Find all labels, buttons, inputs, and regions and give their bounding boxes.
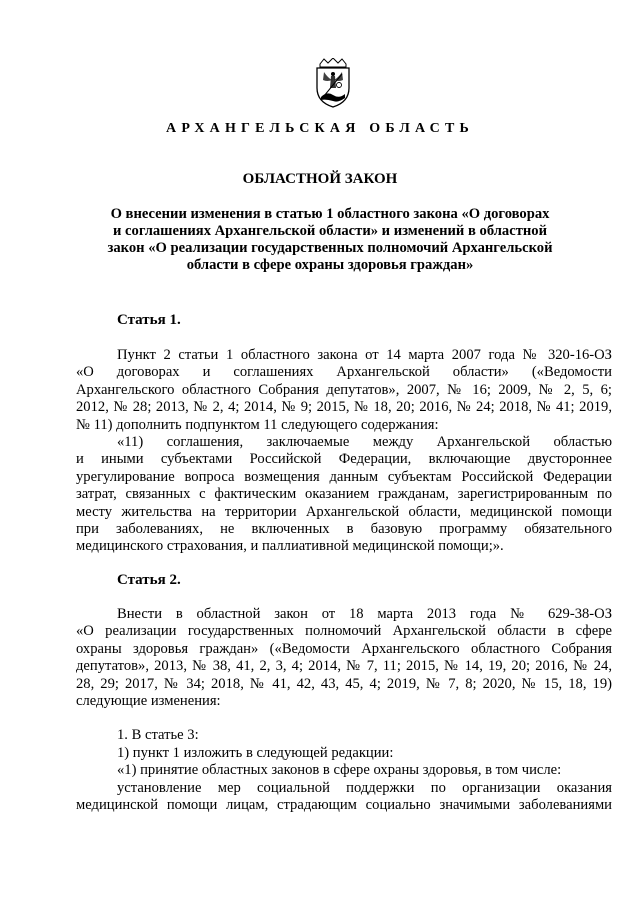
text-line: установление мер социальной поддержки по организации оказания <box>117 780 612 796</box>
document-type: ОБЛАСТНОЙ ЗАКОН <box>242 171 398 187</box>
text-line: и иными субъектами Российской Федерации, включающие двустороннее <box>76 451 612 468</box>
article-1-paragraph-1 <box>76 347 612 434</box>
text-line: затрат, связанных с фактическим оказанием гражданам, зарегистрированным по <box>76 486 612 503</box>
article-2-paragraph-1 <box>76 606 612 710</box>
heading-line: и соглашениях Архангельской области» и изменений в областной <box>112 223 547 239</box>
arkhangelsk-coat-of-arms-icon <box>310 58 356 108</box>
text-line: 28, 29; 2017, № 34; 2018, № 41, 42, 43, 45, 4; 2019, № 7, 8; 2020, № 15, 18, 19) <box>76 675 612 692</box>
text-line: урегулирование вопроса возмещения данным субъектам Российской Федерации <box>76 468 612 485</box>
text-line: месту жительства на территории Архангельской области, медицинской помощи <box>76 503 612 520</box>
text-line: № 11) дополнить подпунктом 11 следующего содержания: <box>76 416 439 433</box>
article-2-title: Статья 2. <box>117 572 181 588</box>
document-heading <box>95 206 565 274</box>
text-line: депутатов», 2013, № 38, 41, 2, 3, 4; 2014, № 7, 11; 2015, № 14, 19, 20; 2016, № 24, <box>76 658 612 675</box>
heading-line: О внесении изменения в статью 1 областного закона «О договорах <box>110 206 550 222</box>
article-1-paragraph-2 <box>76 434 612 556</box>
text-line: медицинской помощи лицам, страдающим социально значимыми заболеваниями <box>76 797 612 814</box>
text-line: «О реализации государственных полномочий Архангельской области в сфере <box>76 623 612 640</box>
heading-line: закон «О реализации государственных полномочий Архангельской <box>107 240 553 256</box>
text-line: «11) соглашения, заключаемые между Архангельской областью <box>117 434 612 450</box>
article-1-title: Статья 1. <box>117 312 181 328</box>
article-2-item-1-sub: 1) пункт 1 изложить в следующей редакции: <box>117 745 394 761</box>
text-line: медицинского страхования, и паллиативной медицинской помощи;». <box>76 538 504 555</box>
text-line: Пункт 2 статьи 1 областного закона от 14 марта 2007 года № 320-16-ОЗ <box>117 347 612 363</box>
article-2-quote-start: «1) принятие областных законов в сфере охраны здоровья, в том числе: <box>117 762 562 778</box>
text-line: при заболеваниях, не включенных в базовую программу обязательного <box>76 521 612 538</box>
text-line: «О договорах и соглашениях Архангельской области» («Ведомости <box>76 364 612 381</box>
article-2-tail <box>76 780 612 815</box>
text-line: охраны здоровья граждан» («Ведомости Архангельского областного Собрания <box>76 640 612 657</box>
region-title: АРХАНГЕЛЬСКАЯ ОБЛАСТЬ <box>166 121 474 136</box>
text-line: следующие изменения: <box>76 693 221 710</box>
text-line: Внести в областной закон от 18 марта 2013 года № 629-38-ОЗ <box>117 606 612 622</box>
text-line: 2012, № 28; 2013, № 2, 4; 2014, № 9; 2015, № 18, 20; 2016, № 24; 2018, № 41; 2019, <box>76 399 612 416</box>
article-2-item-1: 1. В статье 3: <box>117 727 199 743</box>
text-line: Архангельского областного Собрания депутатов», 2007, № 16; 2009, № 2, 5, 6; <box>76 381 612 398</box>
heading-line: области в сфере охраны здоровья граждан» <box>186 257 474 273</box>
